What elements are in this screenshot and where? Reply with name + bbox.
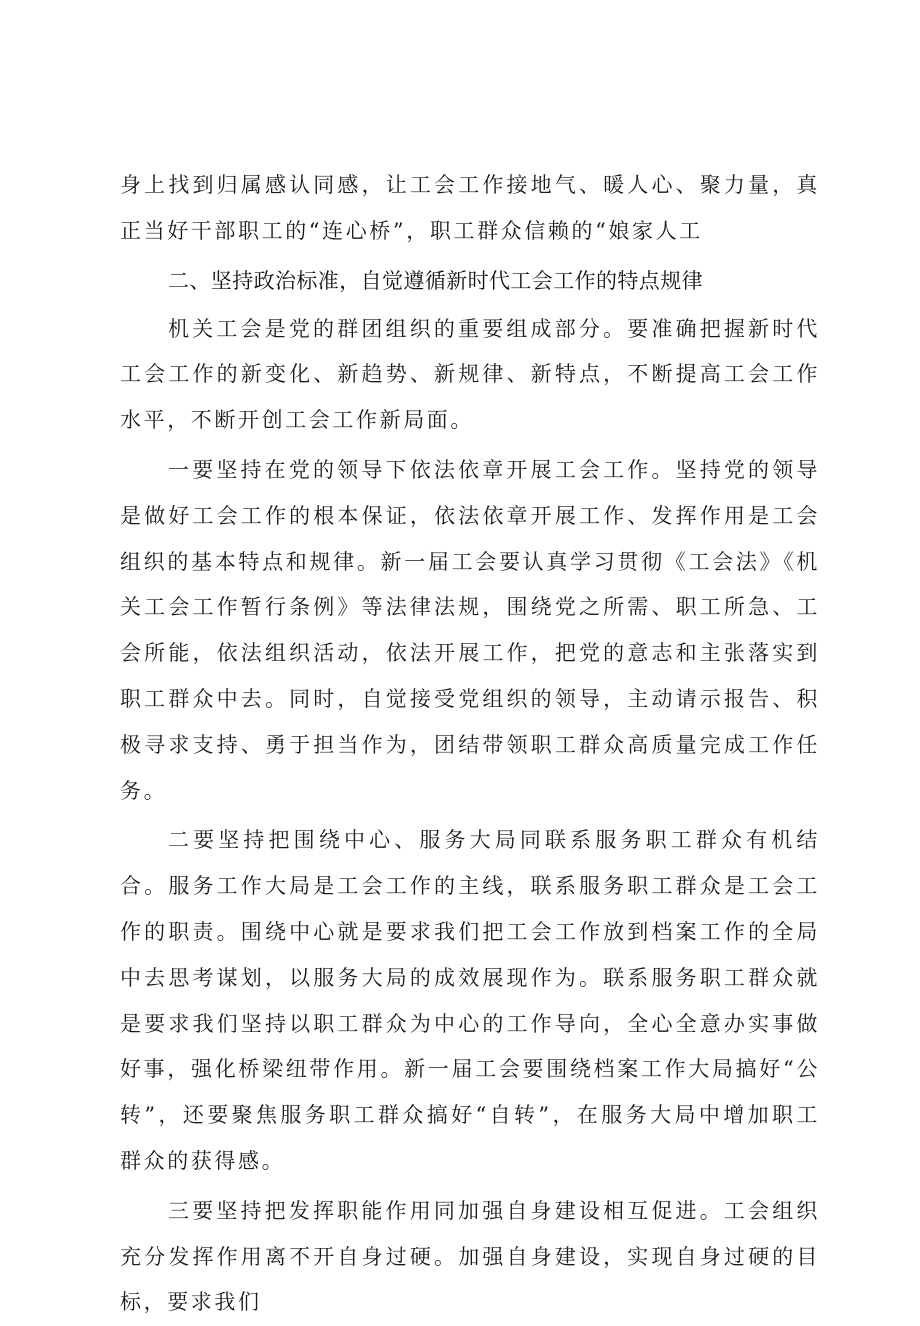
body-paragraph-1: 机关工会是党的群团组织的重要组成部分。要准确把握新时代工会工作的新变化、新趋势、新规律、新特点，不断提高工会工作水平，不断开创工会工作新局面。 xyxy=(120,316,820,433)
document-body xyxy=(120,163,820,1326)
body-paragraph-3: 二要坚持把围绕中心、服务大局同联系服务职工群众有机结合。服务工作大局是工会工作的主线，联系服务职工群众是工会工作的职责。围绕中心就是要求我们把工会工作放到档案工作的全局中去思考谋划，以服务大局的成效展现作为。联系服务职工群众就是要求我们坚持以职工群众为中心的工作导向，全心全意办实事做好事，强化桥梁纽带作用。新一届工会要围绕档案工作大局搞好“公转”，还要聚焦服务职工群众搞好“自转”，在服务大局中增加职工群众的获得感。 xyxy=(120,828,820,1173)
body-paragraph-4: 三要坚持把发挥职能作用同加强自身建设相互促进。工会组织充分发挥作用离不开自身过硬。加强自身建设，实现自身过硬的目标，要求我们 xyxy=(120,1198,820,1315)
continuation-paragraph: 身上找到归属感认同感，让工会工作接地气、暖人心、聚力量，真正当好干部职工的“连心桥”，职工群众信赖的“娘家人工 xyxy=(120,173,820,243)
section-heading: 二、坚持政治标准，自觉遵循新时代工会工作的特点规律 xyxy=(168,268,703,293)
body-paragraph-2: 一要坚持在党的领导下依法依章开展工会工作。坚持党的领导是做好工会工作的根本保证，依法依章开展工作、发挥作用是工会组织的基本特点和规律。新一届工会要认真学习贯彻《工会法》《机关工会工作暂行条例》等法律法规，围绕党之所需、职工所急、工会所能，依法组织活动，依法开展工作，把党的意志和主张落实到职工群众中去。同时，自觉接受党组织的领导，主动请示报告、积极寻求支持、勇于担当作为，团结带领职工群众高质量完成工作任务。 xyxy=(120,457,820,803)
